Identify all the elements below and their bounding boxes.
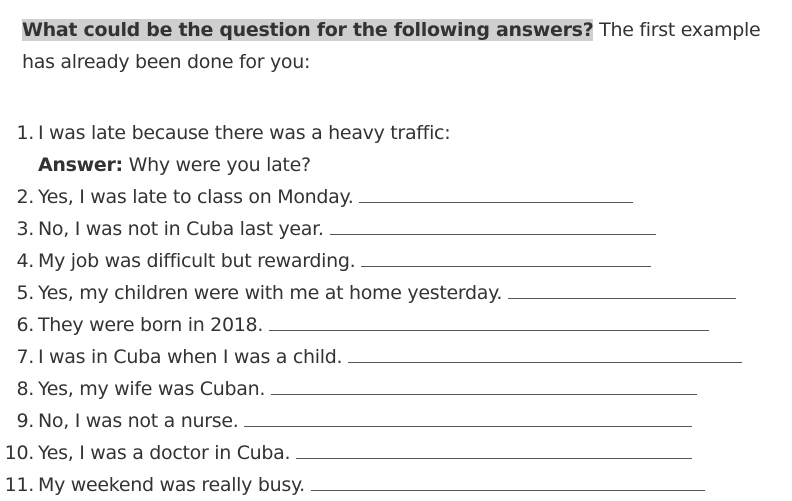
answer-blank[interactable] — [311, 480, 705, 491]
answer-blank[interactable] — [269, 320, 709, 331]
instructions-prompt: What could be the question for the following answers? — [22, 19, 594, 41]
instructions — [22, 14, 782, 78]
item-number: 11. — [4, 474, 34, 496]
item-number: 9. — [16, 410, 34, 432]
item-text: No, I was not a nurse. — [38, 410, 239, 432]
answer-blank[interactable] — [244, 416, 692, 427]
answer-text: Why were you late? — [122, 154, 311, 176]
item-number: 5. — [16, 282, 34, 304]
item-text: Yes, my children were with me at home yesterday. — [38, 282, 503, 304]
item-text: Yes, my wife was Cuban. — [38, 378, 266, 400]
example-item — [0, 117, 792, 149]
answer-blank[interactable] — [361, 256, 651, 267]
item-number: 10. — [4, 442, 34, 464]
list-item — [0, 245, 792, 277]
list-item — [0, 373, 792, 405]
list-item — [0, 405, 792, 437]
item-number: 1. — [16, 122, 34, 144]
list-item — [0, 437, 792, 469]
item-number: 8. — [16, 378, 34, 400]
list-item — [0, 181, 792, 213]
answer-blank[interactable] — [271, 384, 697, 395]
item-number: 7. — [16, 346, 34, 368]
example-answer — [0, 149, 792, 181]
answer-blank[interactable] — [330, 224, 656, 235]
item-text: Yes, I was late to class on Monday. — [38, 186, 354, 208]
instructions-rest: The first example has already been done for you: — [22, 19, 761, 73]
item-text: No, I was not in Cuba last year. — [38, 218, 324, 240]
item-text: Yes, I was a doctor in Cuba. — [38, 442, 291, 464]
answer-blank[interactable] — [508, 288, 736, 299]
list-item — [0, 213, 792, 245]
question-list — [0, 117, 792, 501]
item-number: 2. — [16, 186, 34, 208]
item-text: They were born in 2018. — [38, 314, 264, 336]
item-text: I was in Cuba when I was a child. — [38, 346, 343, 368]
answer-blank[interactable] — [296, 448, 692, 459]
answer-label: Answer: — [38, 154, 123, 176]
list-item — [0, 277, 792, 309]
item-number: 6. — [16, 314, 34, 336]
item-number: 3. — [16, 218, 34, 240]
item-text: My job was difficult but rewarding. — [38, 250, 356, 272]
item-text: My weekend was really busy. — [38, 474, 305, 496]
item-text: I was late because there was a heavy traffic: — [38, 122, 451, 144]
list-item — [0, 469, 792, 501]
item-number: 4. — [16, 250, 34, 272]
list-item — [0, 309, 792, 341]
answer-blank[interactable] — [359, 192, 633, 203]
answer-blank[interactable] — [348, 352, 742, 363]
list-item — [0, 341, 792, 373]
